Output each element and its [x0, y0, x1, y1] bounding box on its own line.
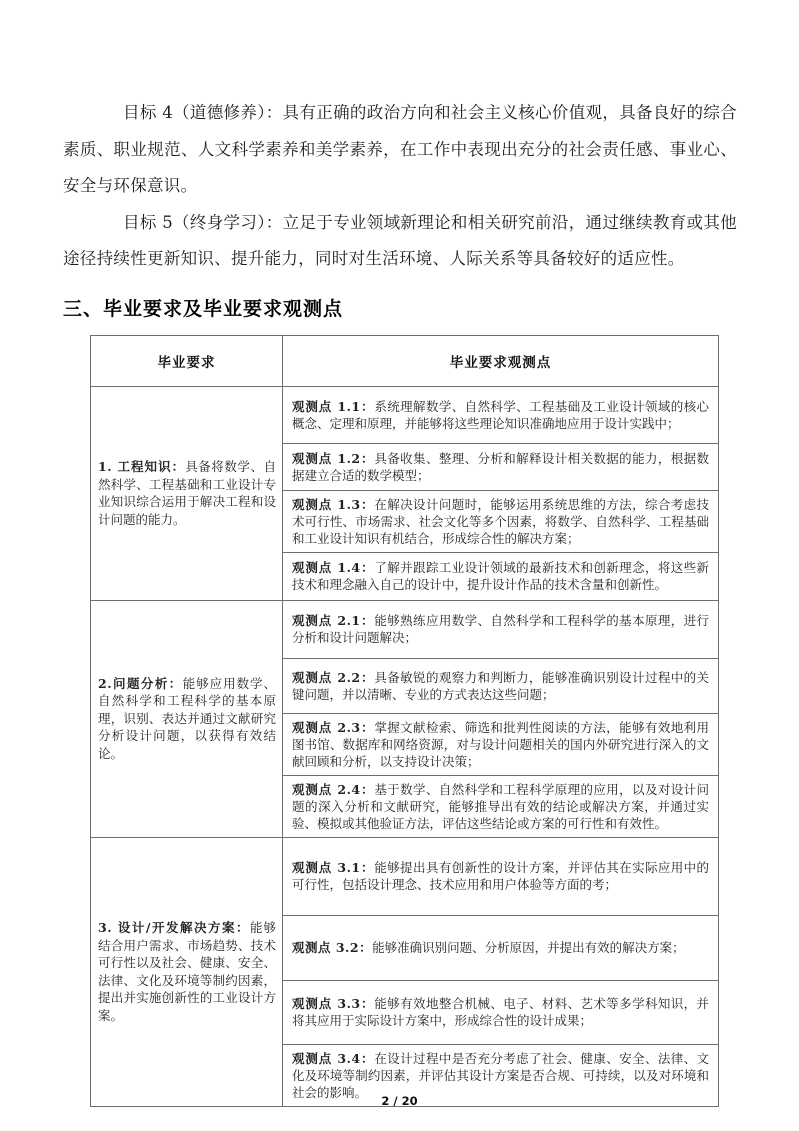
point-label: 观测点 1.1： [292, 398, 375, 414]
paragraph-goal-5: 目标 5（终身学习）：立足于专业领域新理论和相关研究前沿，通过继续教育或其他途径持续性更新知识、提升能力，同时对生活环境、人际关系等具备较好的适应性。 [63, 212, 737, 268]
point-text: 能够有效地整合机械、电子、材料、艺术等多学科知识，并将其应用于实际设计方案中，形成综合性的设计成果； [292, 996, 709, 1028]
point-label: 观测点 2.2： [292, 669, 375, 685]
col-header-observation-points: 毕业要求观测点 [283, 335, 719, 386]
point-text: 在设计过程中是否充分考虑了社会、健康、安全、法律、文化及环境等制约因素，并评估其设计方案是否合规、可持续，以及对环境和社会的影响。 [292, 1050, 709, 1100]
point-label: 观测点 2.3： [292, 719, 375, 735]
table-row [91, 837, 719, 915]
observation-point-cell-3-3 [283, 980, 719, 1044]
page-number: 2 / 20 [381, 1094, 418, 1108]
requirement-cell-3 [91, 837, 283, 1106]
point-text: 能够熟练应用数学、自然科学和工程科学的基本原理，进行分析和设计问题解决； [292, 613, 709, 645]
paragraph-goal-4: 目标 4（道德修养）：具有正确的政治方向和社会主义核心价值观，具备良好的综合素质、职业规范、人文科学素养和美学素养，在工作中表现出充分的社会责任感、事业心、安全与环保意识。 [63, 103, 737, 195]
requirement-cell-2 [91, 600, 283, 837]
point-label: 观测点 3.1： [292, 860, 375, 875]
requirement-text: 具备将数学、自然科学、工程基础和工业设计专业知识综合运用于解决工程和设计问题的能力。 [98, 459, 276, 527]
point-text: 能够提出具有创新性的设计方案，并评估其在实际应用中的可行性，包括设计理念、技术应用和用户体验等方面的考； [292, 860, 709, 892]
point-label: 观测点 3.3： [292, 996, 375, 1011]
requirement-cell-1 [91, 386, 283, 600]
table-row [91, 386, 719, 443]
point-label: 观测点 1.2： [292, 450, 375, 466]
section-heading: 三、毕业要求及毕业要求观测点 [63, 297, 344, 320]
requirement-label: 2.问题分析： [98, 675, 183, 691]
observation-point-cell-3-1 [283, 837, 719, 915]
point-text: 了解并跟踪工业设计领域的最新技术和创新理念，将这些新技术和理念融入自己的设计中，提升设计作品的技术含量和创新性。 [292, 560, 709, 592]
col-header-requirement: 毕业要求 [91, 335, 283, 386]
observation-point-cell-2-1 [283, 600, 719, 658]
observation-point-cell-2-4 [283, 775, 719, 837]
point-label: 观测点 1.3： [292, 496, 375, 512]
point-text: 能够准确识别问题、分析原因，并提出有效的解决方案； [372, 940, 685, 955]
requirement-text: 能够应用数学、自然科学和工程科学的基本原理，识别、表达并通过文献研究分析设计问题，以获得有效结论。 [98, 675, 276, 761]
point-label: 观测点 1.4： [292, 560, 375, 575]
point-text: 具备收集、整理、分析和解释设计相关数据的能力，根据数据建立合适的数学模型； [292, 450, 709, 483]
requirement-label: 1. 工程知识： [98, 459, 186, 474]
point-text: 基于数学、自然科学和工程科学原理的应用，以及对设计问题的深入分析和文献研究，能够推导出有效的结论或解决方案，并通过实验、模拟或其他验证方法，评估这些结论或方案的可行性和有效性。 [292, 781, 709, 831]
point-text: 掌握文献检索、筛选和批判性阅读的方法，能够有效地利用图书馆、数据库和网络资源，对与设计问题相关的国内外研究进行深入的文献回顾和分析，以支持设计决策； [292, 719, 709, 769]
observation-point-cell-1-3 [283, 490, 719, 552]
point-text: 具备敏锐的观察力和判断力，能够准确识别设计过程中的关键问题，并以清晰、专业的方式表达这些问题； [292, 669, 709, 702]
point-label: 观测点 3.4： [292, 1050, 375, 1066]
table-header-row [91, 335, 719, 386]
observation-point-cell-3-2 [283, 915, 719, 980]
point-label: 观测点 3.2： [292, 940, 373, 955]
point-text: 系统理解数学、自然科学、工程基础及工业设计领域的核心概念、定理和原理，并能够将这些理论知识准确地应用于设计实践中； [292, 398, 709, 431]
table-row [91, 600, 719, 658]
point-text: 在解决设计问题时，能够运用系统思维的方法，综合考虑技术可行性、市场需求、社会文化等多个因素，将数学、自然科学、工程基础和工业设计知识有机结合，形成综合性的解决方案； [292, 496, 709, 546]
requirements-table [90, 335, 719, 1107]
observation-point-cell-1-1 [283, 386, 719, 443]
requirement-label: 3. 设计/开发解决方案： [98, 920, 250, 935]
observation-point-cell-2-3 [283, 713, 719, 775]
observation-point-cell-2-2 [283, 658, 719, 713]
requirement-text: 能够结合用户需求、市场趋势、技术可行性以及社会、健康、安全、法律、文化及环境等制约因素，提出并实施创新性的工业设计方案。 [98, 920, 276, 1023]
point-label: 观测点 2.1： [292, 613, 375, 628]
point-label: 观测点 2.4： [292, 781, 375, 797]
observation-point-cell-1-4 [283, 552, 719, 600]
observation-point-cell-1-2 [283, 443, 719, 490]
